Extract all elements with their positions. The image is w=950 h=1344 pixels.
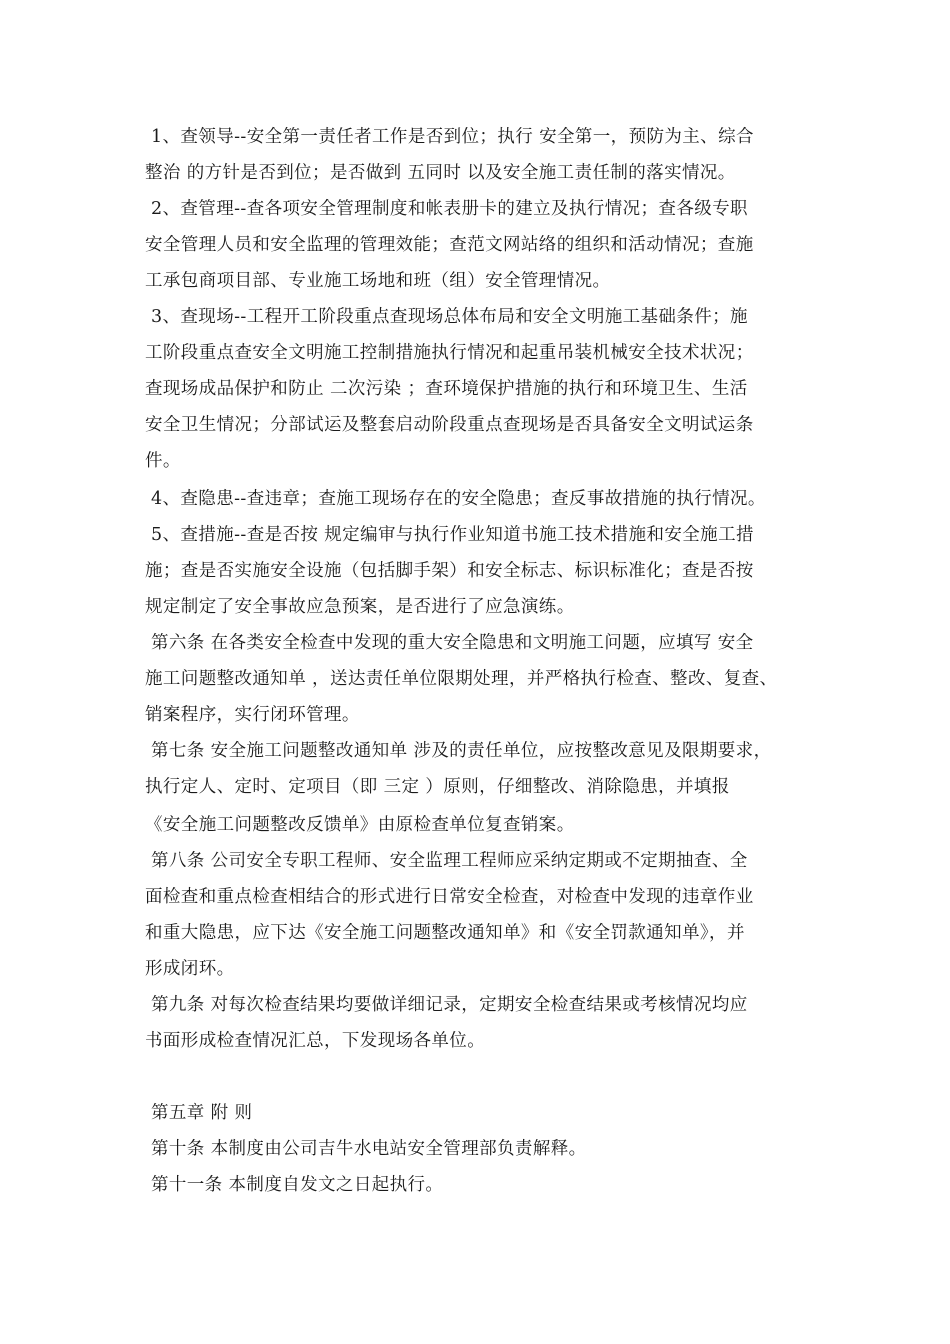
text-line: 执行定人、定时、定项目（即 三定 ）原则，仔细整改、消除隐患，并填报	[145, 777, 730, 797]
text-line: 第七条 安全施工问题整改通知单 涉及的责任单位，应按整改意见及限期要求，	[145, 741, 772, 761]
text-line: 件。	[145, 451, 181, 471]
text-line: 形成闭环。	[145, 959, 235, 979]
text-line: 1、查领导--安全第一责任者工作是否到位；执行 安全第一，预防为主、综合	[145, 127, 754, 147]
text-line: 安全管理人员和安全监理的管理效能；查范文网站络的组织和活动情况；查施	[145, 235, 754, 255]
text-line: 第十一条 本制度自发文之日起执行。	[145, 1175, 444, 1195]
text-line: 第八条 公司安全专职工程师、安全监理工程师应采纳定期或不定期抽查、全	[145, 851, 748, 871]
text-line: 面检查和重点检查相结合的形式进行日常安全检查，对检查中发现的违章作业	[145, 887, 754, 907]
text-line: 第九条 对每次检查结果均要做详细记录，定期安全检查结果或考核情况均应	[145, 995, 748, 1015]
text-line: 查现场成品保护和防止 二次污染 ；查环境保护措施的执行和环境卫生、生活	[145, 379, 748, 399]
text-line: 施；查是否实施安全设施（包括脚手架）和安全标志、标识标准化；查是否按	[145, 561, 754, 581]
text-line: 5、查措施--查是否按 规定编审与执行作业知道书施工技术措施和安全施工措	[145, 525, 754, 545]
text-line: 第十条 本制度由公司吉牛水电站安全管理部负责解释。	[145, 1139, 587, 1159]
chapter-heading: 第五章 附 则	[145, 1103, 253, 1123]
text-line: 书面形成检查情况汇总，下发现场各单位。	[145, 1031, 486, 1051]
text-line: 和重大隐患，应下达《安全施工问题整改通知单》和《安全罚款通知单》，并	[145, 923, 745, 943]
text-line: 整治 的方针是否到位；是否做到 五同时 以及安全施工责任制的落实情况。	[145, 163, 736, 183]
text-line: 第六条 在各类安全检查中发现的重大安全隐患和文明施工问题，应填写 安全	[145, 633, 754, 653]
text-line: 3、查现场--工程开工阶段重点查现场总体布局和安全文明施工基础条件；施	[145, 307, 748, 327]
text-line: 《安全施工问题整改反馈单》由原检查单位复查销案。	[145, 815, 575, 835]
text-line: 工承包商项目部、专业施工场地和班（组）安全管理情况。	[145, 271, 611, 291]
text-line: 施工问题整改通知单 ，送达责任单位限期处理，并严格执行检查、整改、复查、	[145, 669, 778, 689]
text-line: 销案程序，实行闭环管理。	[145, 705, 360, 725]
text-line: 工阶段重点查安全文明施工控制措施执行情况和起重吊装机械安全技术状况；	[145, 343, 754, 363]
text-line: 安全卫生情况；分部试运及整套启动阶段重点查现场是否具备安全文明试运条	[145, 415, 754, 435]
text-line: 2、查管理--查各项安全管理制度和帐表册卡的建立及执行情况；查各级专职	[145, 199, 748, 219]
text-line: 规定制定了安全事故应急预案，是否进行了应急演练。	[145, 597, 575, 617]
text-line: 4、查隐患--查违章；查施工现场存在的安全隐患；查反事故措施的执行情况。	[145, 489, 766, 509]
